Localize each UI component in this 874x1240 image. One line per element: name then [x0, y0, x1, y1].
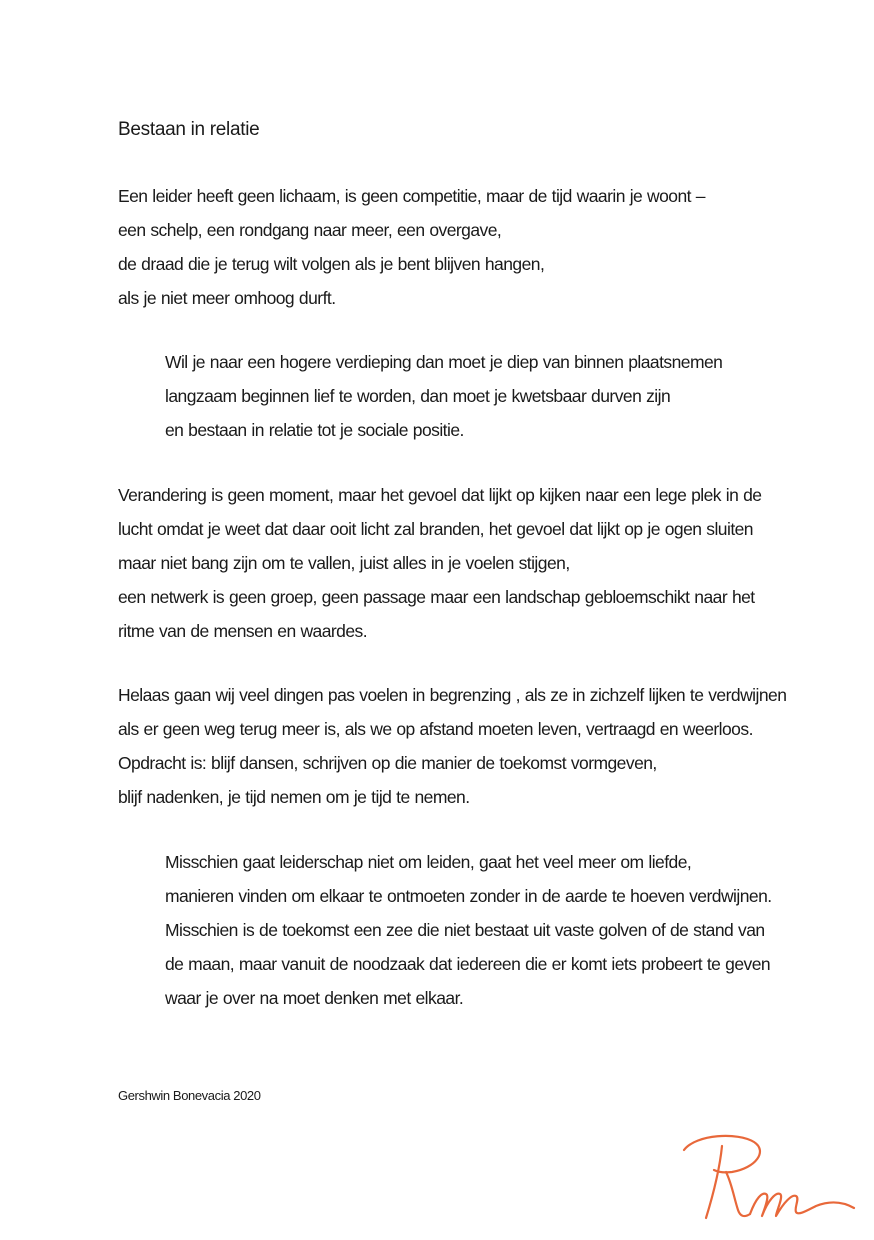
poem-title: Bestaan in relatie — [118, 119, 260, 140]
poem-line: Wil je naar een hogere verdieping dan moet je diep van binnen plaatsnemen — [165, 352, 723, 372]
poem-line: Opdracht is: blijf dansen, schrijven op die manier de toekomst vormgeven, — [118, 753, 657, 773]
poem-line: als er geen weg terug meer is, als we op afstand moeten leven, vertraagd en weerloos. — [118, 719, 753, 739]
author-signature: Gershwin Bonevacia 2020 — [118, 1088, 261, 1103]
poem-line: en bestaan in relatie tot je sociale positie. — [165, 420, 464, 440]
stanza-4 — [118, 678, 786, 814]
poem-line: als je niet meer omhoog durft. — [118, 288, 336, 308]
stanza-2 — [165, 345, 722, 447]
poem-line: de draad die je terug wilt volgen als je bent blijven hangen, — [118, 254, 545, 274]
poem-line: waar je over na moet denken met elkaar. — [165, 988, 464, 1008]
poem-line: lucht omdat je weet dat daar ooit licht zal branden, het gevoel dat lijkt op je ogen sluiten — [118, 519, 753, 539]
poem-line: ritme van de mensen en waardes. — [118, 621, 368, 641]
poem-line: een netwerk is geen groep, geen passage maar een landschap gebloemschikt naar het — [118, 587, 755, 607]
poem-line: maar niet bang zijn om te vallen, juist alles in je voelen stijgen, — [118, 553, 570, 573]
rm-logo-icon — [676, 1132, 862, 1224]
poem-line: Verandering is geen moment, maar het gevoel dat lijkt op kijken naar een lege plek in de — [118, 485, 762, 505]
poem-line: manieren vinden om elkaar te ontmoeten zonder in de aarde te hoeven verdwijnen. — [165, 886, 772, 906]
poem-line: blijf nadenken, je tijd nemen om je tijd te nemen. — [118, 787, 470, 807]
poem-line: langzaam beginnen lief te worden, dan moet je kwetsbaar durven zijn — [165, 386, 671, 406]
poem-line: Helaas gaan wij veel dingen pas voelen in begrenzing , als ze in zichzelf lijken te verdwijnen — [118, 685, 787, 705]
poem-line: Misschien is de toekomst een zee die niet bestaat uit vaste golven of de stand van — [165, 920, 765, 940]
stanza-3 — [118, 478, 762, 648]
poem-line: Een leider heeft geen lichaam, is geen competitie, maar de tijd waarin je woont – — [118, 186, 705, 206]
stanza-1 — [118, 179, 705, 315]
poem-line: de maan, maar vanuit de noodzaak dat iedereen die er komt iets probeert te geven — [165, 954, 771, 974]
poem-line: een schelp, een rondgang naar meer, een overgave, — [118, 220, 502, 240]
stanza-5 — [165, 845, 772, 1015]
poem-line: Misschien gaat leiderschap niet om leiden, gaat het veel meer om liefde, — [165, 852, 692, 872]
